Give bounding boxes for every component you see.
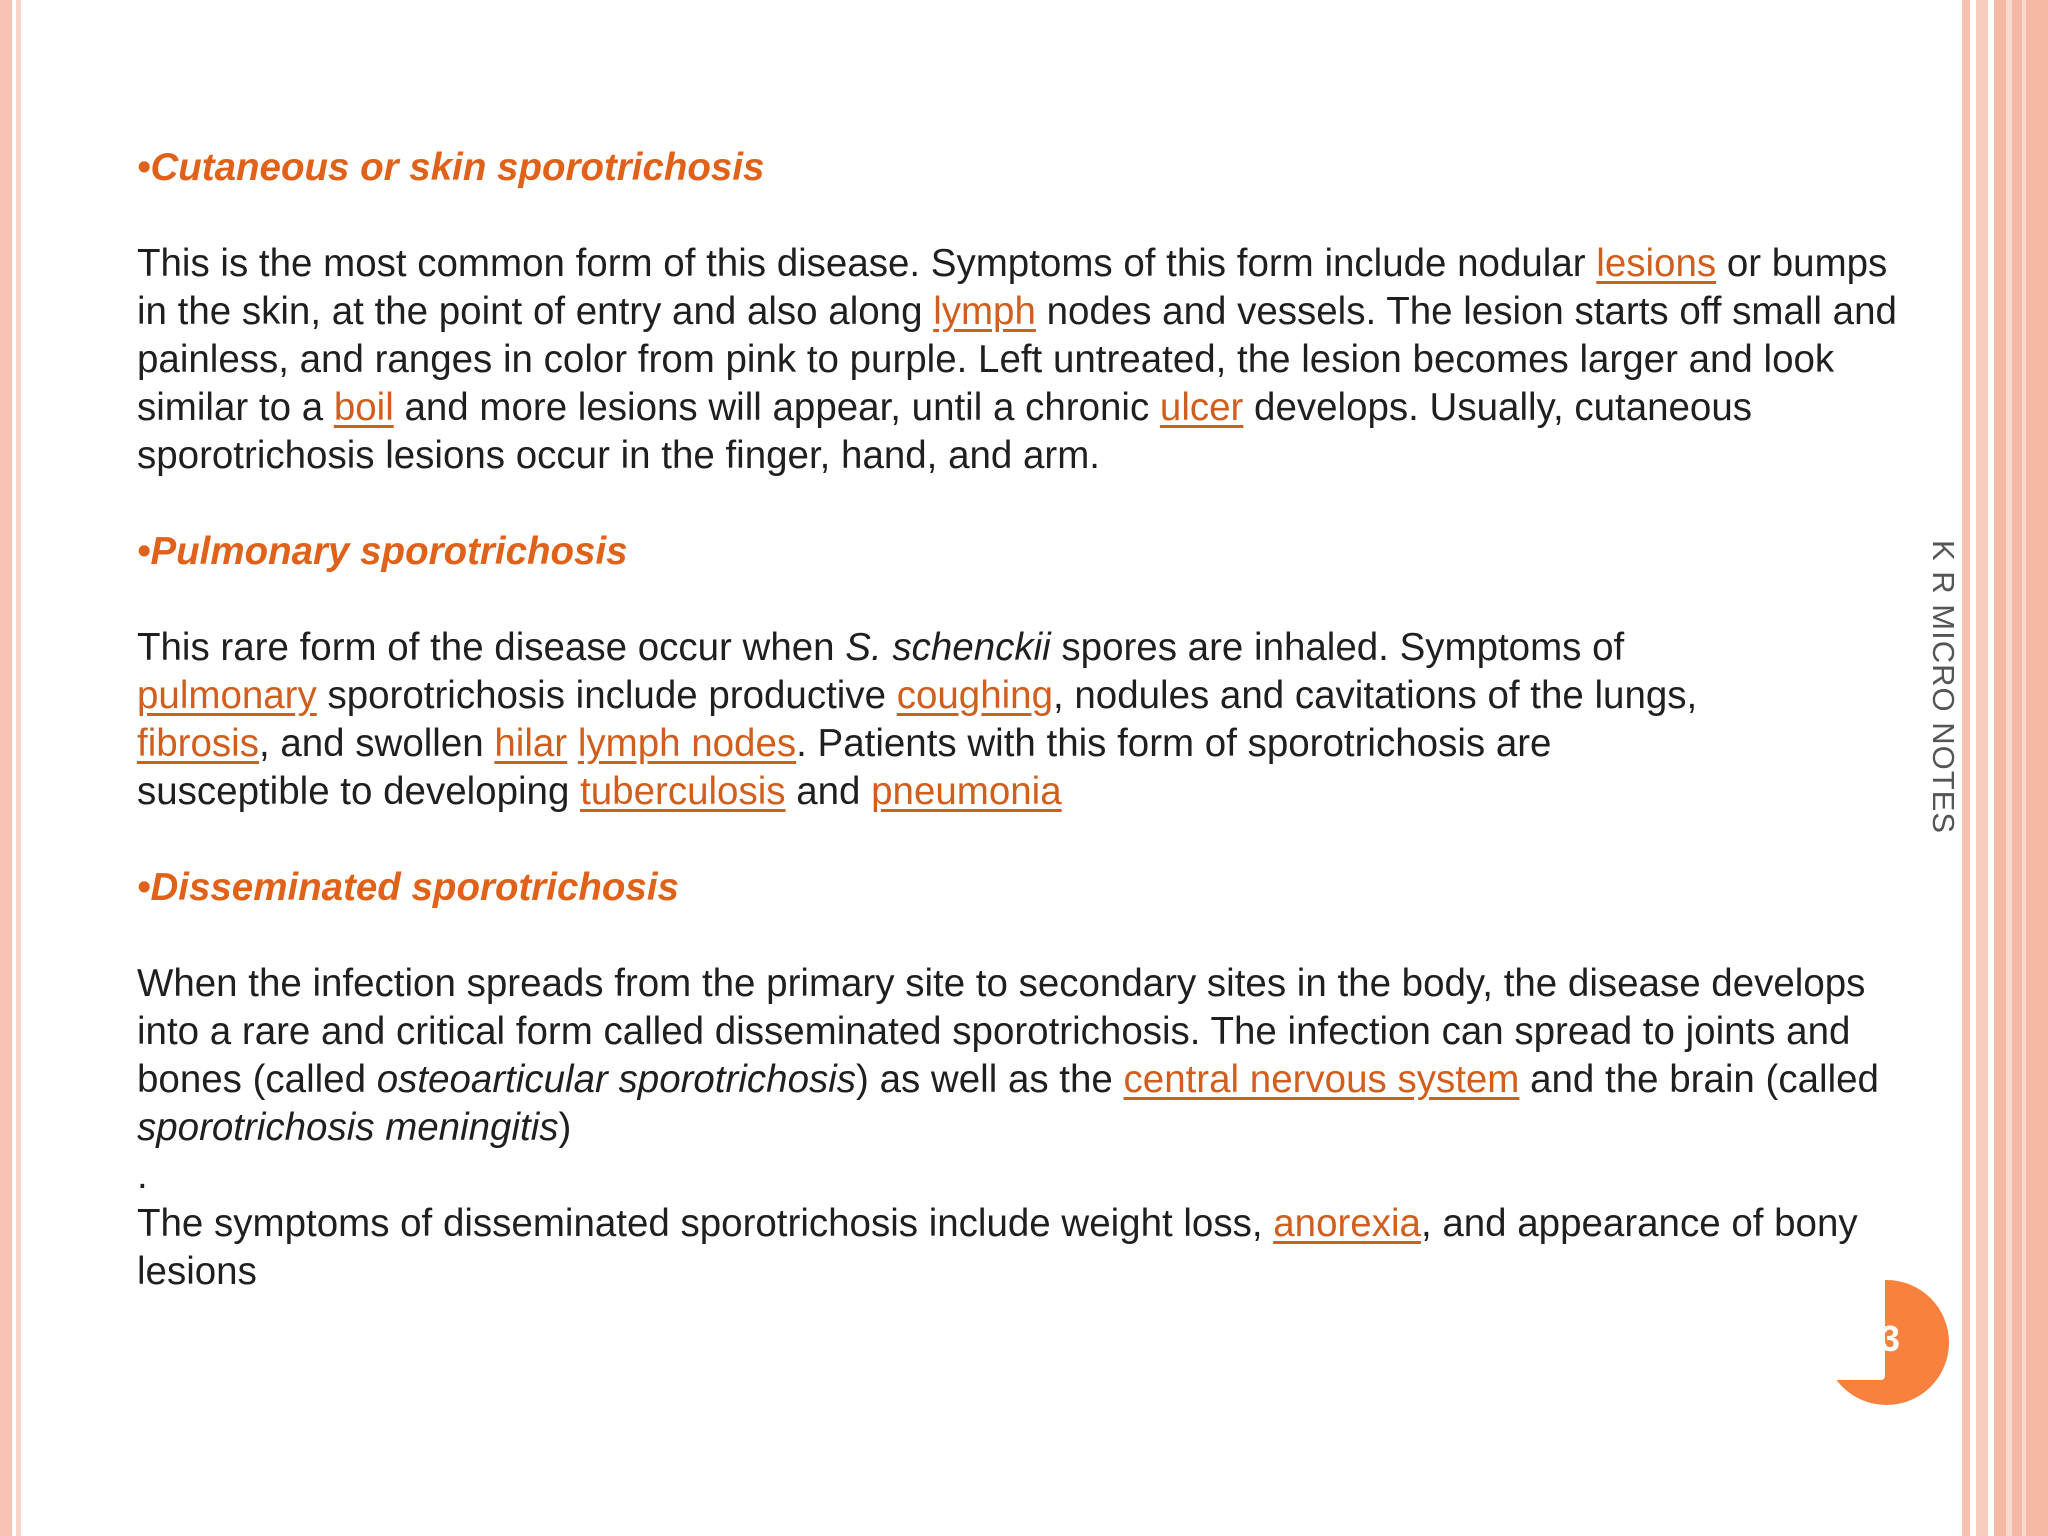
text xyxy=(567,722,578,765)
text: develops. Usually, cutaneous sporotrichosis lesions occur in the finger, hand, and arm. xyxy=(137,386,1752,477)
link-coughing[interactable]: coughing xyxy=(896,674,1053,717)
paragraph-disseminated-symptoms xyxy=(137,1200,1917,1296)
text: nodes and vessels. The lesion starts off small and painless, and ranges in color from pink to purple. Left untreated, the lesion becomes larger and look similar to a xyxy=(137,290,1897,429)
text: This is the most common form of this disease. Symptoms of this form include nodular xyxy=(137,242,1597,285)
text: sporotrichosis include productive xyxy=(316,674,897,717)
side-watermark-label: K R MICRO NOTES xyxy=(1926,540,1961,835)
link-lesions[interactable]: lesions xyxy=(1596,242,1717,285)
right-border-stripe xyxy=(1994,0,2048,1536)
text: This rare form of the disease occur when xyxy=(137,626,846,669)
badge-mask xyxy=(1780,1270,1885,1380)
species-name: S. schenckii xyxy=(845,626,1051,669)
text: ) xyxy=(558,1106,572,1149)
link-central-nervous-system[interactable]: central nervous system xyxy=(1123,1058,1520,1101)
spacer xyxy=(137,192,1917,240)
italic-term: osteoarticular sporotrichosis xyxy=(376,1058,857,1101)
link-pneumonia[interactable]: pneumonia xyxy=(871,770,1062,813)
text: ) as well as the xyxy=(856,1058,1124,1101)
text: and the brain (called xyxy=(1519,1058,1879,1101)
link-ulcer[interactable]: ulcer xyxy=(1159,386,1244,429)
text: . Patients with this form of sporotrichosis are susceptible to developing xyxy=(137,722,1552,813)
dot-line: . xyxy=(137,1154,148,1197)
link-tuberculosis[interactable]: tuberculosis xyxy=(580,770,786,813)
spacer xyxy=(137,816,1917,864)
spacer xyxy=(137,576,1917,624)
link-pulmonary[interactable]: pulmonary xyxy=(137,674,317,717)
spacer xyxy=(137,912,1917,960)
text: or bumps in the skin, at the point of entry and also along xyxy=(137,242,1888,333)
slide-body xyxy=(137,144,1917,1296)
text: , and appearance of bony lesions xyxy=(137,1202,1858,1293)
link-anorexia[interactable]: anorexia xyxy=(1273,1202,1421,1245)
right-border-stripe xyxy=(1962,0,1970,1536)
spacer xyxy=(137,480,1917,528)
link-hilar[interactable]: hilar xyxy=(494,722,568,765)
link-lymph-nodes[interactable]: lymph nodes xyxy=(577,722,797,765)
text: and xyxy=(785,770,872,813)
section-heading-cutaneous: •Cutaneous or skin sporotrichosis xyxy=(137,146,765,189)
section-heading-pulmonary: •Pulmonary sporotrichosis xyxy=(137,530,628,573)
right-border-stripe xyxy=(1976,0,1988,1536)
text: The symptoms of disseminated sporotrichosis include weight loss, xyxy=(137,1202,1274,1245)
left-border-line-inner xyxy=(16,0,21,1536)
text: spores are inhaled. Symptoms of xyxy=(1050,626,1625,669)
page-number: 3 xyxy=(1880,1318,1901,1359)
section-heading-disseminated: •Disseminated sporotrichosis xyxy=(137,866,679,909)
text: When the infection spreads from the primary site to secondary sites in the body, the disease develops into a rare and critical form called disseminated sporotrichosis. The infection can spread to joints and bones (called xyxy=(137,962,1866,1101)
paragraph-disseminated xyxy=(137,960,1917,1152)
text: , and swollen xyxy=(258,722,495,765)
link-lymph[interactable]: lymph xyxy=(933,290,1036,333)
link-fibrosis[interactable]: fibrosis xyxy=(137,722,259,765)
paragraph-pulmonary xyxy=(137,624,1917,816)
link-boil[interactable]: boil xyxy=(333,386,394,429)
text: and more lesions will appear, until a chronic xyxy=(393,386,1160,429)
right-border-stripe xyxy=(2022,0,2026,1536)
left-border-line xyxy=(0,0,12,1536)
paragraph-cutaneous xyxy=(137,240,1917,480)
text: , nodules and cavitations of the lungs, xyxy=(1052,674,1698,717)
italic-term: sporotrichosis meningitis xyxy=(137,1106,559,1149)
right-border-stripe xyxy=(2006,0,2012,1536)
